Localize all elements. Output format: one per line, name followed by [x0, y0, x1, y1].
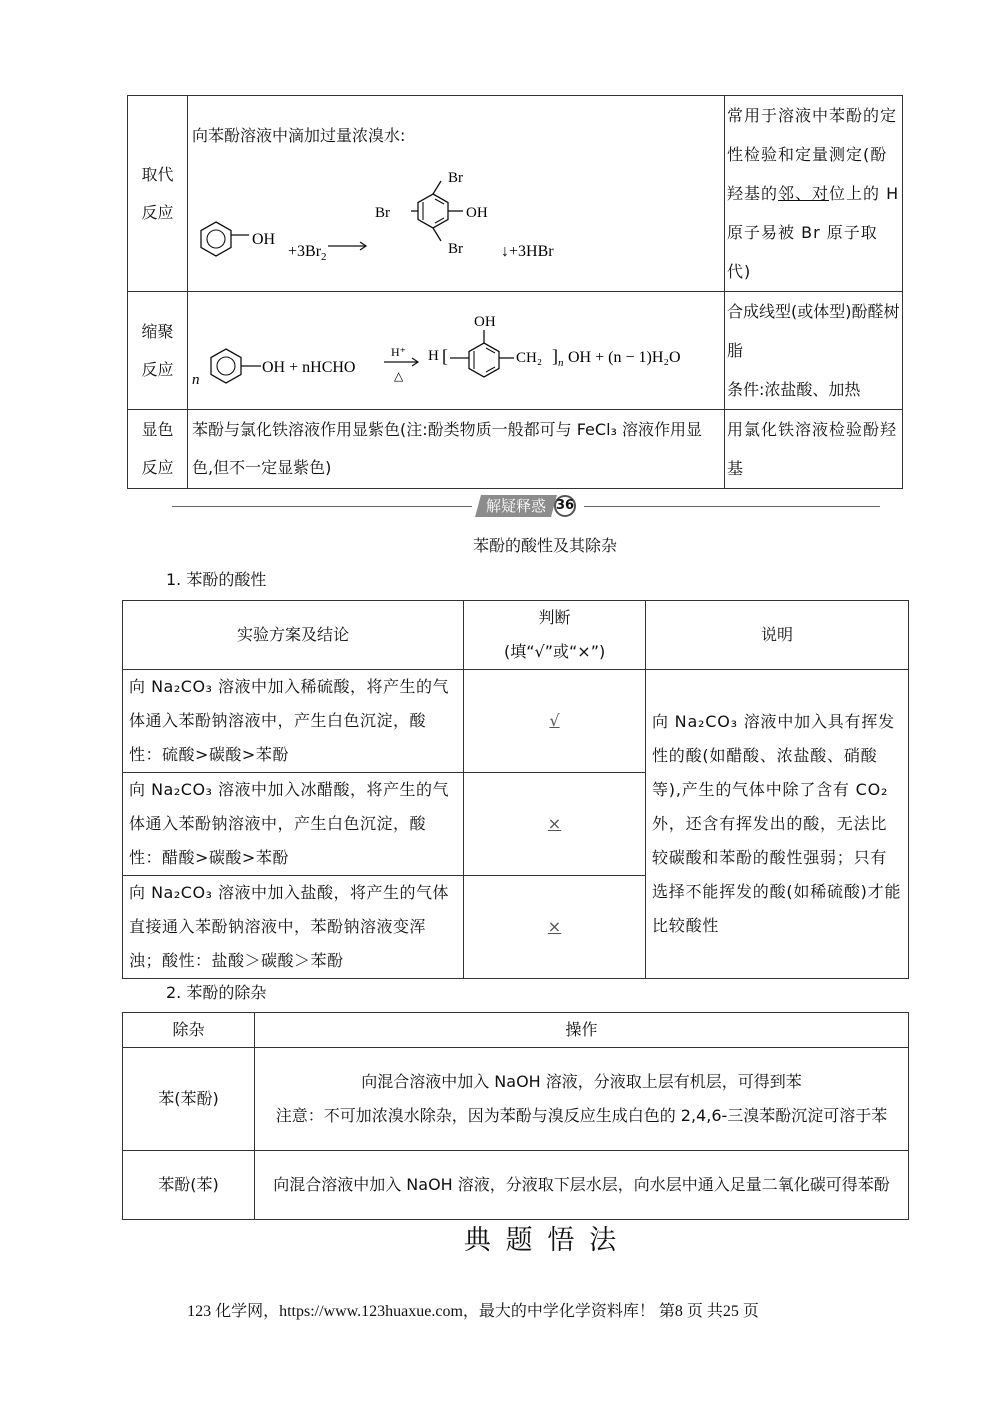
- br-bottom: Br: [448, 241, 463, 257]
- reaction-table: [127, 95, 902, 489]
- svg-text:]: ]: [552, 346, 558, 366]
- phenol-oh: OH: [252, 231, 276, 248]
- section-title: 苯酚的酸性及其除杂: [472, 536, 617, 555]
- polymer-oh-top: OH: [474, 314, 496, 330]
- row-color-name: 显色反应: [128, 410, 188, 489]
- svg-text:+3Br2: $+3Br_2$: [288, 243, 327, 263]
- removal-item-1: 苯(苯酚): [123, 1048, 255, 1151]
- polycondensation-equation: [188, 292, 725, 410]
- color-desc: 苯酚与氯化铁溶液作用显紫色(注:酚类物质一般都可与 FeCl₃ 溶液作用显色,但不一定显紫色): [188, 410, 725, 489]
- phenol-structure-2: [211, 349, 261, 383]
- plan-row-3: 向 Na₂CO₃ 溶液中加入盐酸，将产生的气体直接通入苯酚钠溶液中，苯酚钠溶液变浑浊；酸性：盐酸＞碳酸＞苯酚: [123, 876, 464, 979]
- banner-line-left: [172, 506, 472, 507]
- page-footer: 123 化学网，https://www.123huaxue.com，最大的中学化学资料库！ 第8 页 共25 页: [187, 1303, 759, 1320]
- br-top: Br: [448, 170, 463, 186]
- banner-number: 36: [554, 495, 576, 517]
- polymer-end: OH + (n − 1)H₂O: [568, 349, 681, 366]
- header-note: 说明: [646, 601, 909, 670]
- note-cell: 向 Na₂CO₃ 溶液中加入具有挥发性的酸(如醋酸、浓盐酸、硝酸等),产生的气体中除了含有 CO₂ 外，还含有挥发出的酸，无法比较碳酸和苯酚的酸性强弱；只有选择不能挥发的酸(如稀硫酸)才能比较酸性: [646, 670, 909, 979]
- header-plan: 实验方案及结论: [123, 601, 464, 670]
- polycondensation-use: 合成线型(或体型)酚醛树脂 条件:浓盐酸、加热: [725, 292, 903, 410]
- br2-subscript: 2: [321, 251, 327, 263]
- heading-removal: 2. 苯酚的除杂: [166, 983, 267, 1002]
- banner-line-right: [584, 506, 880, 507]
- plan-row-2: 向 Na₂CO₃ 溶液中加入冰醋酸，将产生的气体通入苯酚钠溶液中，产生白色沉淀，酸性：醋酸>碳酸>苯酚: [123, 773, 464, 876]
- removal-op-1: 向混合溶液中加入 NaOH 溶液，分液取上层有机层，可得到苯 注意：不可加浓溴水除杂，因为苯酚与溴反应生成白色的 2,4,6-三溴苯酚沉淀可溶于苯: [255, 1048, 909, 1151]
- row-polycondensation-name: 缩聚反应: [128, 292, 188, 410]
- polymer-n: n: [558, 357, 564, 369]
- removal-item-2: 苯酚(苯): [123, 1151, 255, 1220]
- polycondensation-equation-cell: [188, 292, 725, 410]
- header-item: 除杂: [123, 1013, 255, 1048]
- removal-table: [122, 1012, 908, 1220]
- polymer-ring: [450, 330, 514, 377]
- removal-op-2: 向混合溶液中加入 NaOH 溶液，分液取下层水层，向水层中通入足量二氧化碳可得苯酚: [255, 1151, 909, 1220]
- eq-n: n: [192, 372, 200, 388]
- phenol-structure: [201, 222, 249, 256]
- catalyst-top: H⁺: [391, 345, 406, 359]
- heading-acidity: 1. 苯酚的酸性: [166, 570, 267, 589]
- svg-text:[: [: [442, 346, 448, 366]
- eq-middle: OH + nHCHO: [262, 359, 356, 376]
- substitution-use: 常用于溶液中苯酚的定性检验和定量测定(酚羟基的邻、对位上的 H 原子易被 Br 原子取代): [725, 96, 903, 292]
- header-judge: 判断(填“√”或“×”): [464, 601, 646, 670]
- polymer-h: H: [428, 348, 439, 364]
- bottom-heading: 典 题 悟 法: [463, 1225, 621, 1255]
- judge-row-3: ×: [464, 876, 646, 979]
- row-substitution-name: 取代反应: [128, 96, 188, 292]
- banner-label: 解疑释惑: [475, 495, 557, 517]
- header-operation: 操作: [255, 1013, 909, 1048]
- banner: [478, 495, 578, 517]
- judge-row-1: √: [464, 670, 646, 773]
- plan-row-1: 向 Na₂CO₃ 溶液中加入稀硫酸，将产生的气体通入苯酚钠溶液中，产生白色沉淀，酸性：硫酸>碳酸>苯酚: [123, 670, 464, 773]
- hbr-product: ↓+3HBr: [501, 243, 554, 260]
- polymer-ch2: CH₂: [516, 350, 543, 366]
- substitution-equation-cell: [188, 96, 725, 292]
- tribromophenol-structure: [411, 181, 463, 241]
- product-oh: OH: [466, 205, 488, 221]
- color-use: 用氯化铁溶液检验酚羟基: [725, 410, 903, 489]
- substitution-equation: [188, 96, 725, 292]
- substitution-desc: 向苯酚溶液中滴加过量浓溴水:: [192, 126, 406, 145]
- acidity-table: [122, 600, 908, 979]
- br-left: Br: [375, 205, 390, 221]
- catalyst-bottom: △: [394, 369, 404, 383]
- judge-row-2: ×: [464, 773, 646, 876]
